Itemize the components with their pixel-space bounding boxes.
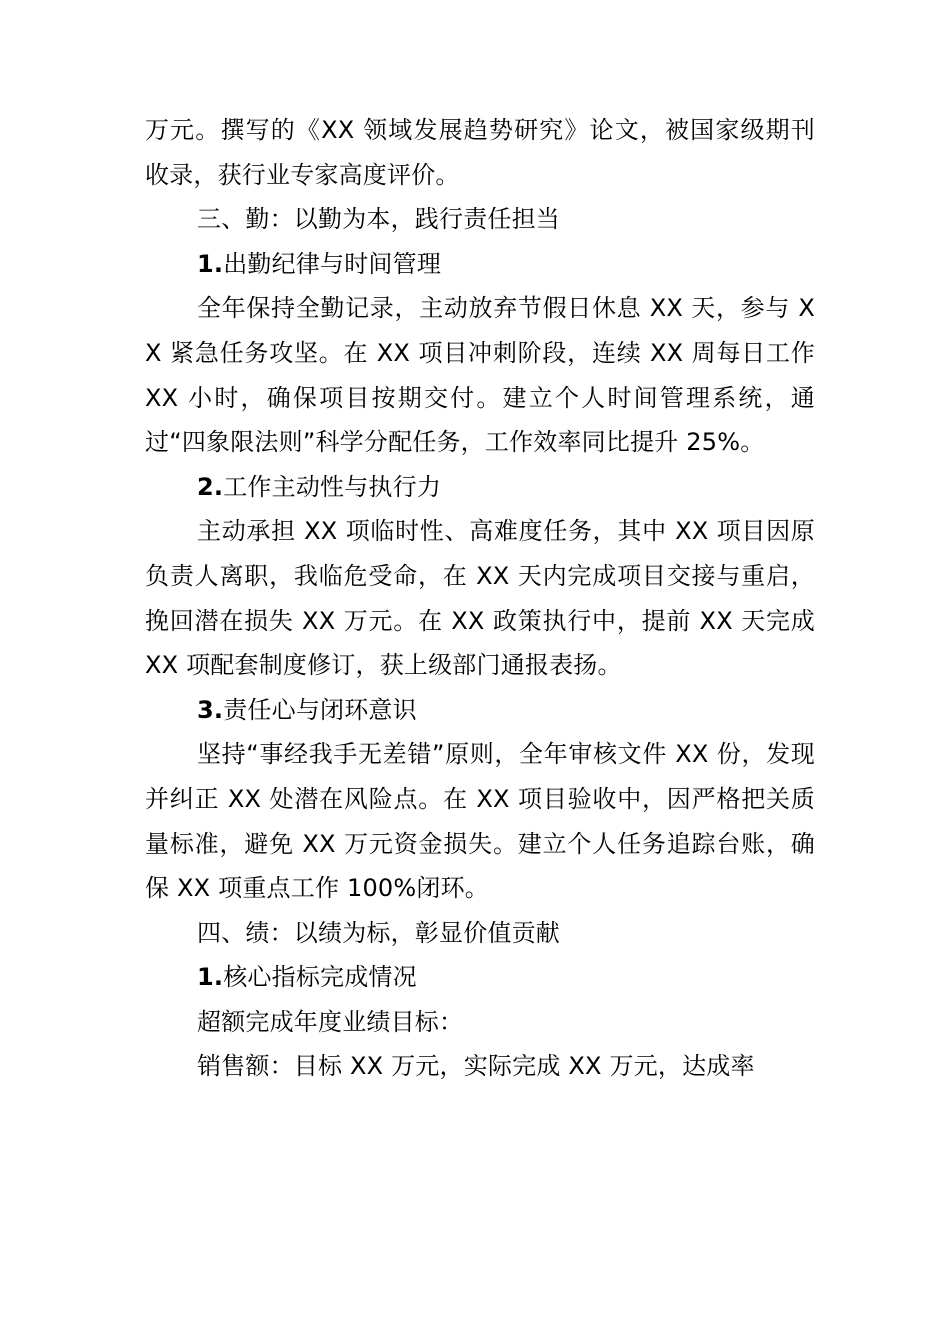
body-paragraph: 万元。撰写的《XX 领域发展趋势研究》论文，被国家级期刊收录，获行业专家高度评价。 [145, 116, 815, 189]
document-body [145, 108, 815, 1089]
body-paragraph: 超额完成年度业绩目标： [197, 1007, 464, 1036]
body-paragraph: 全年保持全勤记录，主动放弃节假日休息 XX 天，参与 XX 紧急任务攻坚。在 XX 项目冲刺阶段，连续 XX 周每日工作 XX 小时，确保项目按期交付。建立个人时间管理系统，通过“四象限法则”科学分配任务，工作效率同比提升 25%。 [145, 294, 815, 457]
body-paragraph: 销售额：目标 XX 万元，实际完成 XX 万元，达成率 [197, 1052, 755, 1081]
subheading-number: 1. [197, 249, 224, 278]
subheading-text: 核心指标完成情况 [223, 963, 417, 992]
subheading [145, 955, 815, 1000]
subheading-text: 出勤纪律与时间管理 [223, 249, 442, 278]
subheading [145, 242, 815, 287]
subheading-number: 2. [197, 472, 224, 501]
section-heading: 四、绩：以绩为标，彰显价值贡献 [197, 918, 560, 947]
body-paragraph: 坚持“事经我手无差错”原则，全年审核文件 XX 份，发现并纠正 XX 处潜在风险点。在 XX 项目验收中，因严格把关质量标准，避免 XX 万元资金损失。建立个人任务追踪台账，确保 XX 项重点工作 100%闭环。 [145, 740, 815, 903]
subheading-number: 1. [197, 963, 224, 992]
body-paragraph: 主动承担 XX 项临时性、高难度任务，其中 XX 项目因原负责人离职，我临危受命，在 XX 天内完成项目交接与重启，挽回潜在损失 XX 万元。在 XX 政策执行中，提前 XX 天完成 XX 项配套制度修订，获上级部门通报表扬。 [145, 517, 815, 680]
subheading-text: 责任心与闭环意识 [223, 695, 417, 724]
subheading-text: 工作主动性与执行力 [223, 472, 442, 501]
subheading [145, 688, 815, 733]
subheading-number: 3. [197, 695, 224, 724]
subheading [145, 465, 815, 510]
section-heading: 三、勤：以勤为本，践行责任担当 [197, 205, 560, 234]
